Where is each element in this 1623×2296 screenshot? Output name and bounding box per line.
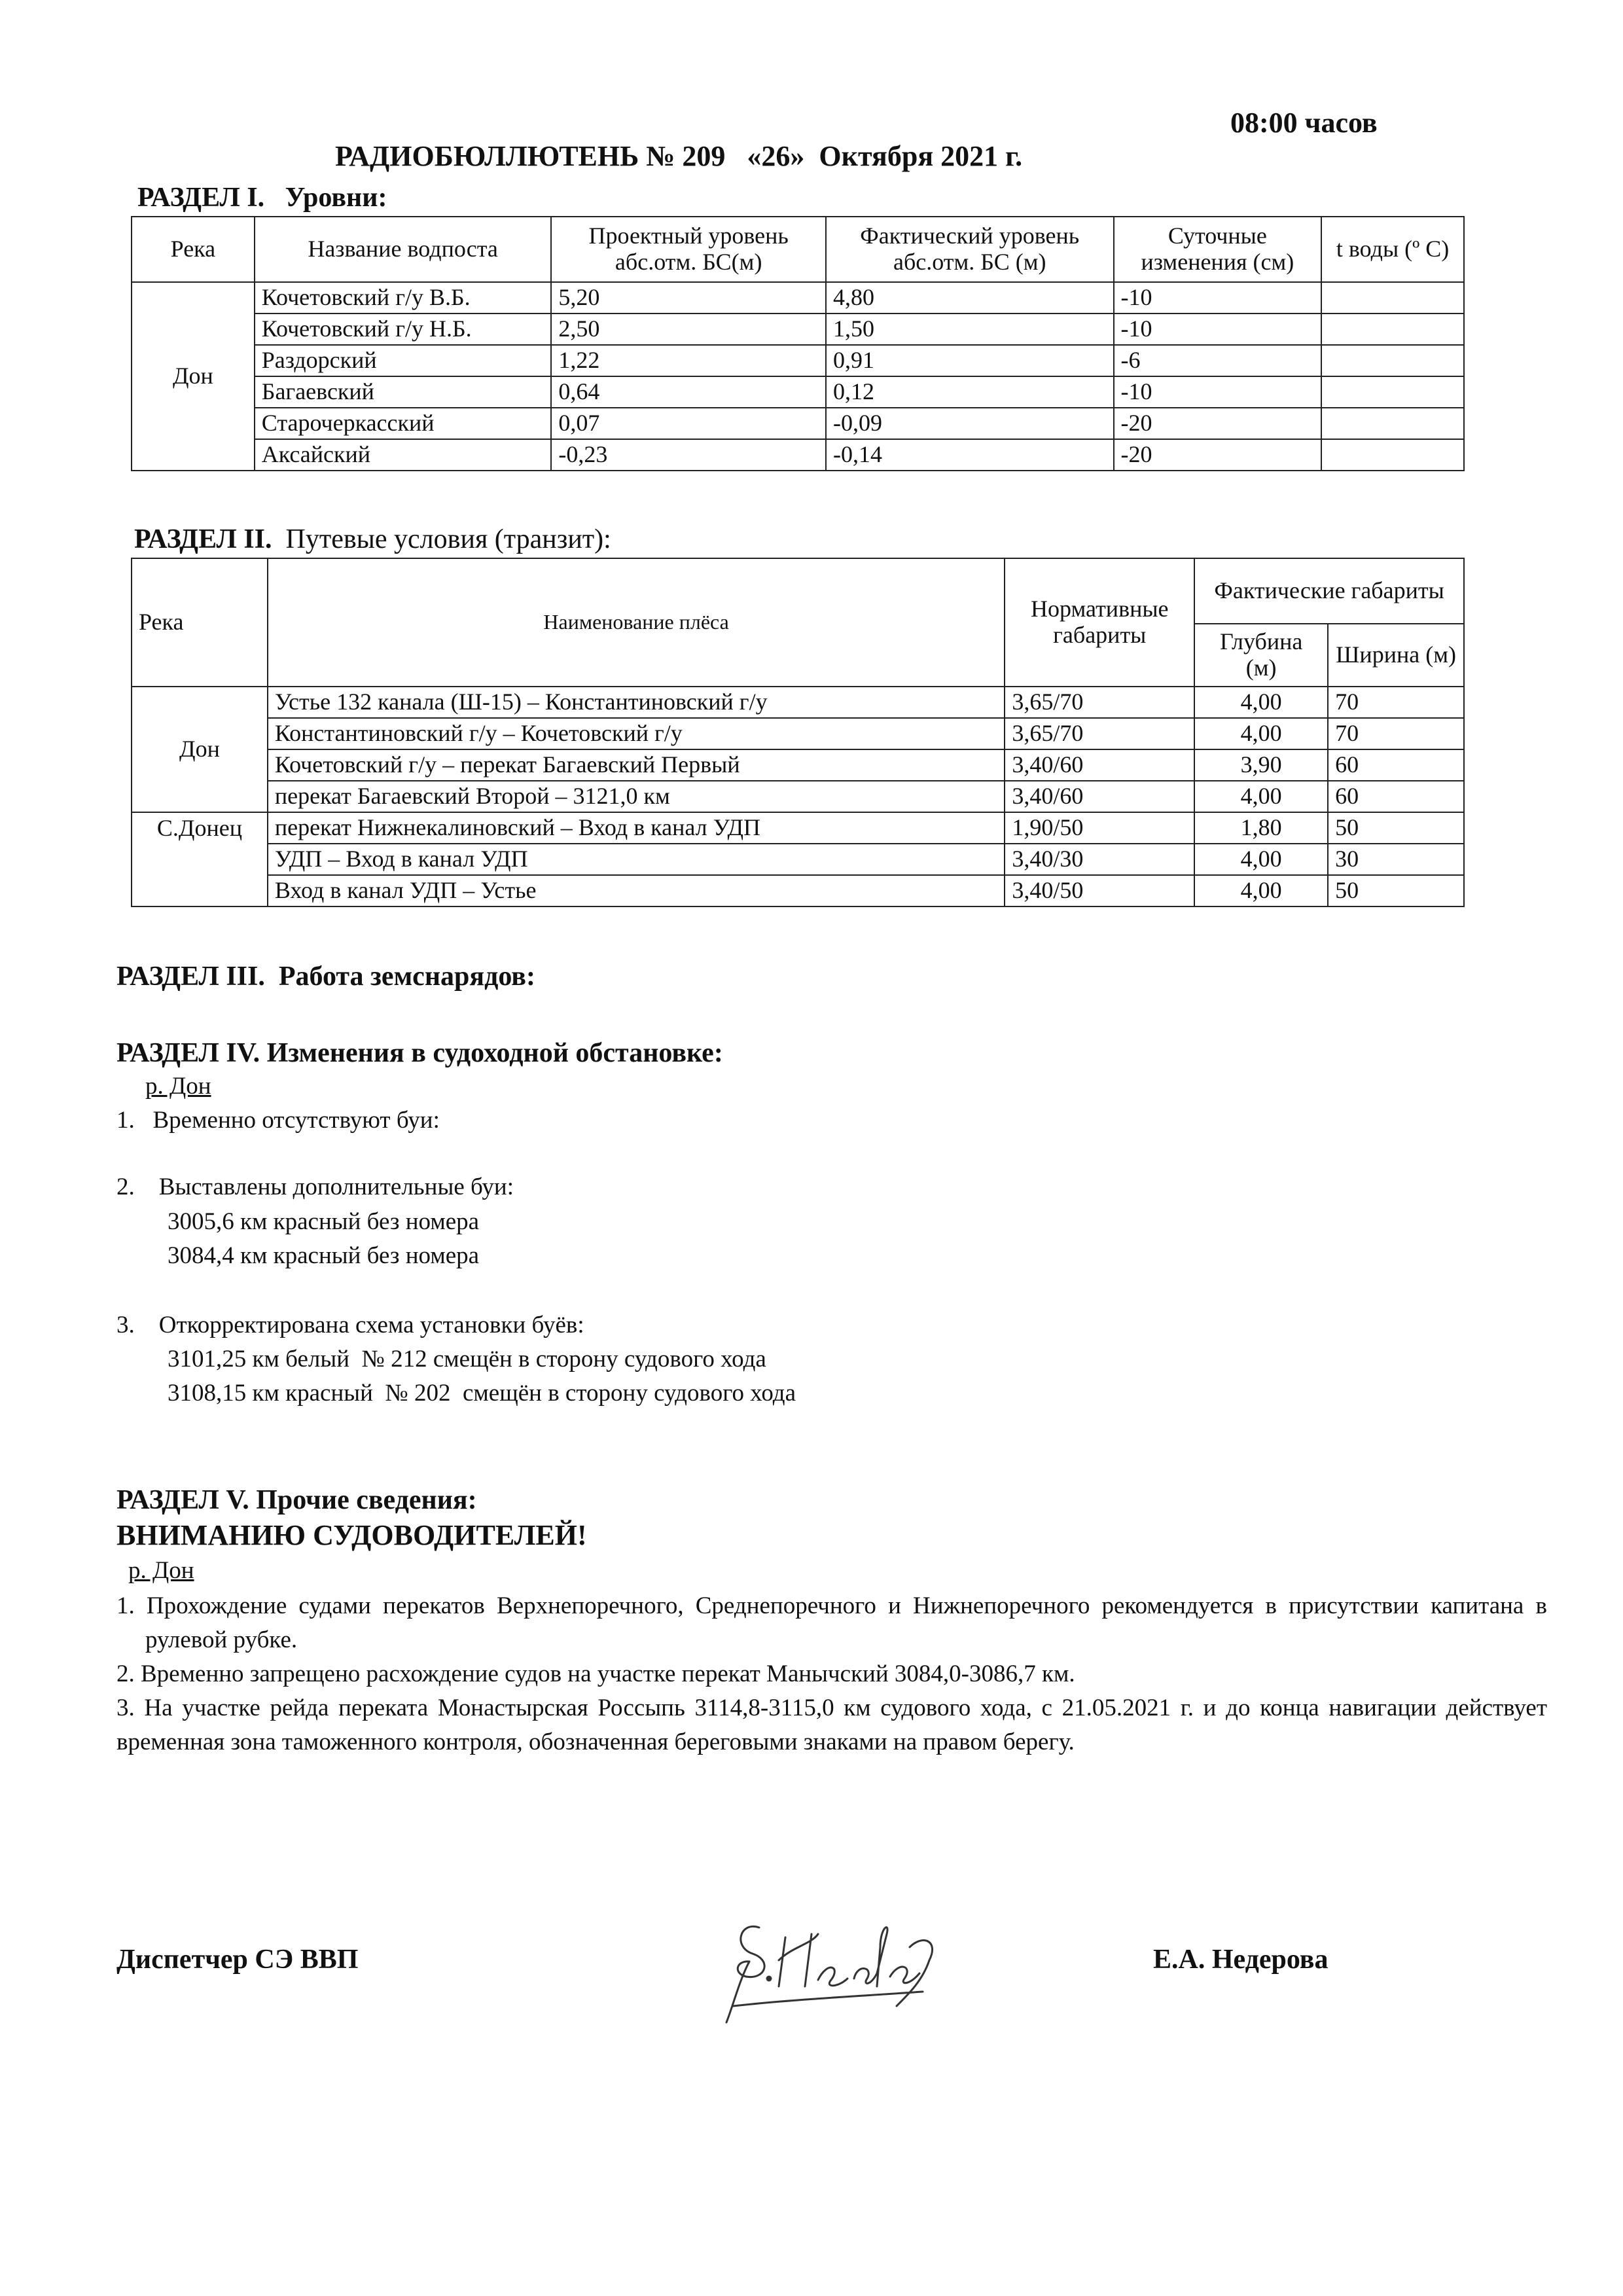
table-row [132,314,1464,345]
depth-cell: 4,00 [1194,718,1328,749]
signature-image [713,1908,949,2032]
post-cell: Кочетовский г/у Н.Б. [255,314,552,345]
notice-paragraph: 3. На участке рейда переката Монастырская Россыпь 3114,8-3115,0 км судового хода, с 21.05.2021 г. и до конца навигации действует временная зона таможенного контроля, обозначенная береговыми знаками на правом берегу. [116,1695,1547,1755]
norm-cell: 3,40/60 [1005,749,1194,781]
reach-cell: УДП – Вход в канал УДП [268,844,1005,875]
project-cell: -0,23 [551,439,826,471]
col-normative: Нормативные габариты [1005,558,1194,687]
width-cell: 70 [1328,687,1464,718]
width-cell: 60 [1328,749,1464,781]
temp-cell [1321,282,1464,314]
section4-item3: 3. Откорректирована схема установки буёв: [116,1312,584,1338]
reach-cell: перекат Нижнекалиновский – Вход в канал УДП [268,812,1005,844]
change-cell: -10 [1114,282,1322,314]
norm-cell: 3,65/70 [1005,687,1194,718]
bulletin-title [321,106,1486,206]
project-cell: 5,20 [551,282,826,314]
fact-cell: -0,14 [826,439,1114,471]
reach-cell: Устье 132 канала (Ш-15) – Константиновский г/у [268,687,1005,718]
norm-cell: 3,65/70 [1005,718,1194,749]
table-row [132,439,1464,471]
post-cell: Раздорский [255,345,552,376]
col-reach-name: Наименование плёса [268,558,1005,687]
bulletin-title-text: РАДИОБЮЛЛЮТЕНЬ № 209 «26» Октября 2021 г. [335,140,1023,172]
table-row [132,345,1464,376]
width-cell: 60 [1328,781,1464,812]
temp-cell [1321,314,1464,345]
table-row [132,781,1464,812]
temp-cell [1321,408,1464,439]
depth-cell: 3,90 [1194,749,1328,781]
notice-text: 1. Прохождение судами перекатов Верхнепоречного, Среднепоречного и Нижнепоречного рекомендуется в присутствии капитана в рулевой рубке. [116,1592,1547,1653]
fact-cell: 1,50 [826,314,1114,345]
change-cell: -20 [1114,408,1322,439]
post-cell: Старочеркасский [255,408,552,439]
river-cell: Дон [132,282,255,471]
col-water-temp: t воды (º С) [1321,217,1464,282]
reach-cell: Кочетовский г/у – перекат Багаевский Первый [268,749,1005,781]
project-cell: 0,64 [551,376,826,408]
section2-heading-normal: Путевые условия (транзит): [272,524,611,554]
width-cell: 50 [1328,875,1464,906]
section5-heading: РАЗДЕЛ V. Прочие сведения: [116,1485,477,1515]
col-daily-change: Суточные изменения (см) [1114,217,1322,282]
project-cell: 2,50 [551,314,826,345]
temp-cell [1321,439,1464,471]
post-cell: Аксайский [255,439,552,471]
fact-cell: 4,80 [826,282,1114,314]
attention-heading: ВНИМАНИЮ СУДОВОДИТЕЛЕЙ! [116,1519,587,1551]
change-cell: -10 [1114,314,1322,345]
section4-heading: РАЗДЕЛ IV. Изменения в судоходной обстановке: [116,1038,723,1068]
norm-cell: 3,40/30 [1005,844,1194,875]
table-row [132,687,1464,718]
section4-item2-line: 3005,6 км красный без номера [168,1208,480,1235]
depth-cell: 4,00 [1194,781,1328,812]
col-post-name: Название водпоста [255,217,552,282]
fact-cell: 0,12 [826,376,1114,408]
table-row [132,376,1464,408]
river-cell: Дон [132,687,268,812]
fact-cell: 0,91 [826,345,1114,376]
norm-cell: 3,40/60 [1005,781,1194,812]
col-actual-level: Фактический уровень абс.отм. БС (м) [826,217,1114,282]
depth-cell: 1,80 [1194,812,1328,844]
depth-cell: 4,00 [1194,844,1328,875]
temp-cell [1321,376,1464,408]
section4-item2-line: 3084,4 км красный без номера [168,1242,480,1269]
section4-item2: 2. Выставлены дополнительные буи: [116,1174,514,1200]
width-cell: 70 [1328,718,1464,749]
temp-cell [1321,345,1464,376]
depth-cell: 4,00 [1194,687,1328,718]
dispatcher-name: Е.А. Недерова [1153,1945,1329,1975]
section3-heading: РАЗДЕЛ III. Работа земснарядов: [116,961,535,992]
width-cell: 30 [1328,844,1464,875]
table-row [132,718,1464,749]
section4-item1: 1. Временно отсутствуют буи: [116,1107,440,1134]
reach-cell: перекат Багаевский Второй – 3121,0 км [268,781,1005,812]
river-cell: С.Донец [132,812,268,906]
table-row [132,749,1464,781]
col-river: Река [132,558,268,687]
col-width: Ширина (м) [1328,624,1464,687]
notice-paragraph [116,1589,1547,1657]
project-cell: 0,07 [551,408,826,439]
bulletin-time: 08:00 часов [1230,107,1378,139]
section4-item3-line: 3108,15 км красный № 202 смещён в сторону судового хода [168,1380,796,1407]
table-row [132,812,1464,844]
table-row [132,282,1464,314]
col-depth: Глубина (м) [1194,624,1328,687]
section4-river: р. Дон [145,1073,211,1100]
col-project-level: Проектный уровень абс.отм. БС(м) [551,217,826,282]
col-actual: Фактические габариты [1194,558,1464,624]
notice-paragraph: 2. Временно запрещено расхождение судов на участке перекат Манычский 3084,0-3086,7 км. [116,1660,1075,1687]
table-row [132,844,1464,875]
table-row [132,408,1464,439]
norm-cell: 1,90/50 [1005,812,1194,844]
section1-heading: РАЗДЕЛ I. Уровни: [137,183,387,213]
post-cell: Багаевский [255,376,552,408]
col-river: Река [132,217,255,282]
table-row [132,875,1464,906]
change-cell: -10 [1114,376,1322,408]
route-table [131,558,1465,907]
section2-heading-bold: РАЗДЕЛ II. [134,524,272,554]
fact-cell: -0,09 [826,408,1114,439]
project-cell: 1,22 [551,345,826,376]
dispatcher-role: Диспетчер СЭ ВВП [116,1945,359,1975]
section2-heading [134,524,611,555]
change-cell: -20 [1114,439,1322,471]
section4-item3-line: 3101,25 км белый № 212 смещён в сторону судового хода [168,1346,766,1372]
reach-cell: Вход в канал УДП – Устье [268,875,1005,906]
change-cell: -6 [1114,345,1322,376]
width-cell: 50 [1328,812,1464,844]
depth-cell: 4,00 [1194,875,1328,906]
post-cell: Кочетовский г/у В.Б. [255,282,552,314]
reach-cell: Константиновский г/у – Кочетовский г/у [268,718,1005,749]
levels-table [131,216,1465,471]
section5-river: р. Дон [128,1557,194,1584]
norm-cell: 3,40/50 [1005,875,1194,906]
